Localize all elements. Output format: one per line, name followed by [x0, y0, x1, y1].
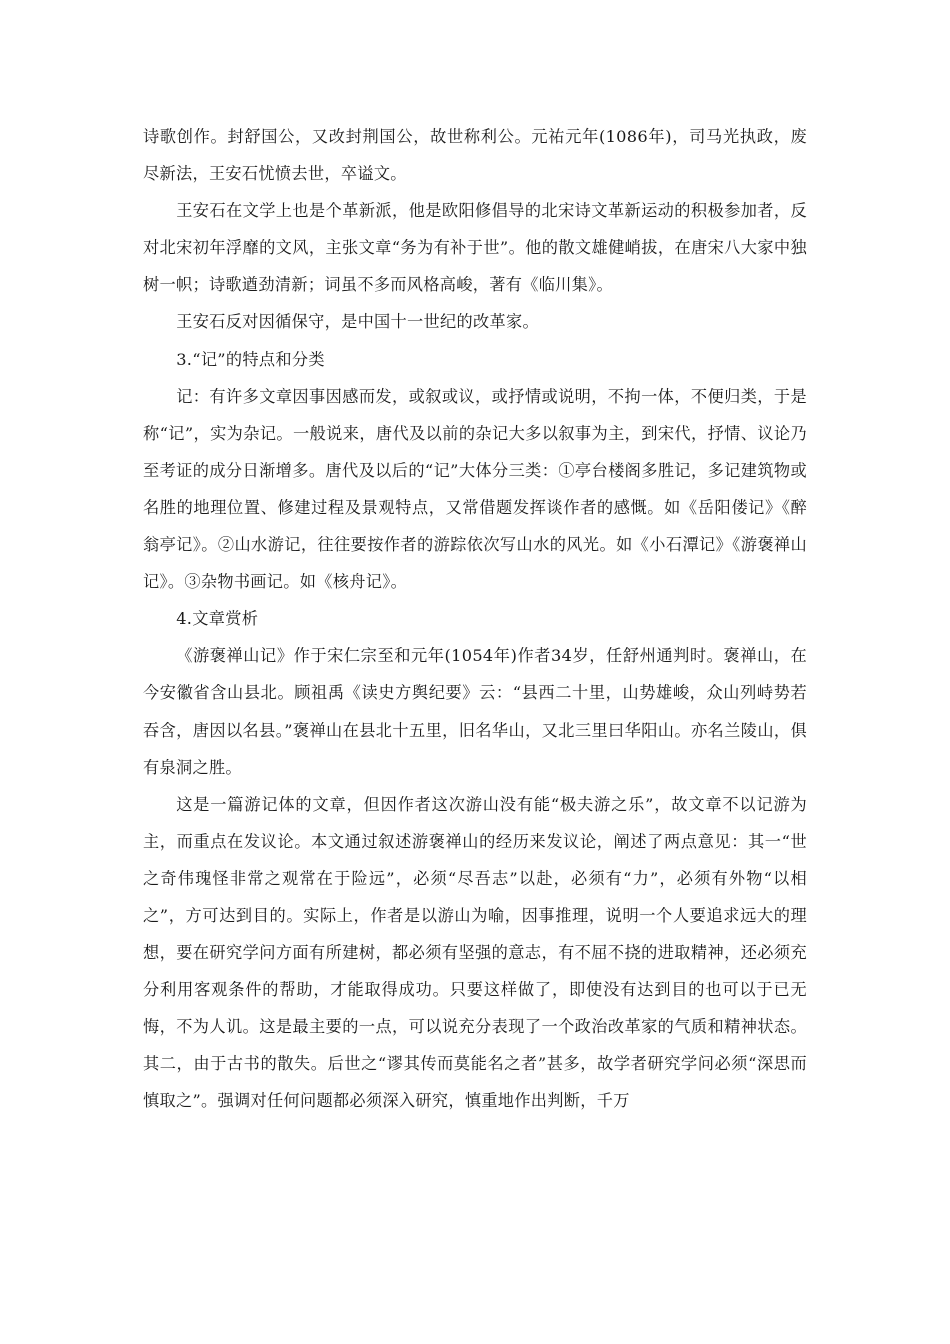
- paragraph-literature: 王安石在文学上也是个革新派，他是欧阳修倡导的北宋诗文革新运动的积极参加者，反对北宋初年浮靡的文风，主张文章“务为有补于世”。他的散文雄健峭拔，在唐宋八大家中独树一帜；诗歌遒劲清新；词虽不多而风格高峻，著有《临川集》。: [143, 201, 807, 295]
- section-heading-ji: 3.“记”的特点和分类: [176, 349, 325, 369]
- paragraph-background: 《游褒禅山记》作于宋仁宗至和元年(1054年)作者34岁，任舒州通判时。褒禅山，在今安徽省含山县北。顾祖禹《读史方舆纪要》云：“县西二十里，山势雄峻，众山列峙势若吞含，唐因以名县。”褒禅山在县北十五里，旧名华山，又北三里曰华阳山。亦名兰陵山，俱有泉洞之胜。: [143, 646, 807, 777]
- section-heading-analysis: 4.文章赏析: [176, 609, 259, 629]
- paragraph-continuation: 诗歌创作。封舒国公，又改封荆国公，故世称利公。元祐元年(1086年)，司马光执政，废尽新法，王安石忧愤去世，卒谥文。: [143, 127, 807, 184]
- paragraph-analysis: 这是一篇游记体的文章，但因作者这次游山没有能“极夫游之乐”，故文章不以记游为主，而重点在发议论。本文通过叙述游褒禅山的经历来发议论，阐述了两点意见：其一“世之奇伟瑰怪非常之观常在于险远”，必须“尽吾志”以赴，必须有“力”，必须有外物“以相之”，方可达到目的。实际上，作者是以游山为喻，因事推理，说明一个人要追求远大的理想，要在研究学问方面有所建树，都必须有坚强的意志，有不屈不挠的进取精神，还必须充分利用客观条件的帮助，才能取得成功。只要这样做了，即使没有达到目的也可以于已无悔，不为人讥。这是最主要的一点，可以说充分表现了一个政治改革家的气质和精神状态。其二，由于古书的散失。后世之“谬其传而莫能名之者”甚多，故学者研究学问必须“深思而慎取之”。强调对任何问题都必须深入研究，慎重地作出判断，千万: [143, 794, 807, 1111]
- paragraph-ji-definition: 记：有许多文章因事因感而发，或叙或议，或抒情或说明，不拘一体，不便归类，于是称“记”，实为杂记。一般说来，唐代及以前的杂记大多以叙事为主，到宋代，抒情、议论乃至考证的成分日渐增多。唐代及以后的“记”大体分三类：①亭台楼阁多胜记，多记建筑物或名胜的地理位置、修建过程及景观特点，又常借题发挥谈作者的感慨。如《岳阳偻记》《醉翁亭记》。②山水游记，往往要按作者的游踪依次写山水的风光。如《小石潭记》《游褒禅山记》。③杂物书画记。如《核舟记》。: [143, 386, 807, 592]
- paragraph-reformer: 王安石反对因循保守，是中国十一世纪的改革家。: [176, 312, 539, 332]
- document-body: [143, 118, 807, 1120]
